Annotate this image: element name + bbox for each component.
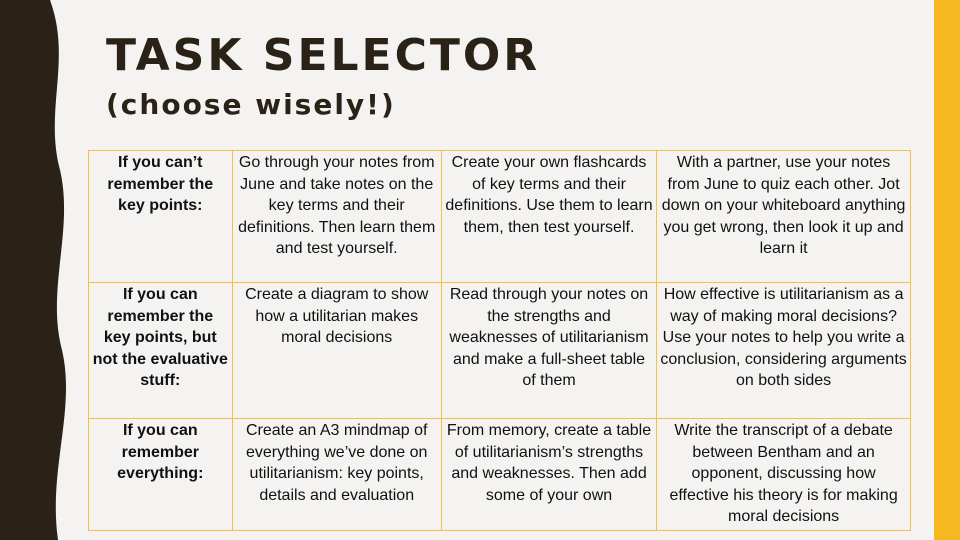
task-cell: Create an A3 mindmap of everything we’ve done on utilitarianism: key points, details and evaluation — [232, 419, 441, 531]
accent-bar — [934, 0, 960, 540]
task-cell: Write the transcript of a debate between Bentham and an opponent, discussing how effective his theory is for making moral decisions — [657, 419, 911, 531]
page-subtitle: (choose wisely!) — [106, 88, 396, 121]
table-row — [89, 151, 911, 283]
page-title: TASK SELECTOR — [106, 30, 541, 81]
task-cell: With a partner, use your notes from June to quiz each other. Jot down on your whiteboard anything you get wrong, then look it up and learn it — [657, 151, 911, 283]
task-cell: How effective is utilitarianism as a way of making moral decisions? Use your notes to help you write a conclusion, considering arguments on both sides — [657, 283, 911, 419]
task-cell: From memory, create a table of utilitarianism’s strengths and weaknesses. Then add some of your own — [441, 419, 656, 531]
task-table — [88, 150, 911, 531]
decorative-left-band — [0, 0, 70, 540]
task-cell: Create your own flashcards of key terms and their definitions. Use them to learn them, then test yourself. — [441, 151, 656, 283]
table-row — [89, 419, 911, 531]
table-row — [89, 283, 911, 419]
row-label: If you can’t remember the key points: — [89, 151, 233, 283]
task-cell: Read through your notes on the strengths and weaknesses of utilitarianism and make a full-sheet table of them — [441, 283, 656, 419]
task-cell: Go through your notes from June and take notes on the key terms and their definitions. Then learn them and test yourself. — [232, 151, 441, 283]
row-label: If you can remember everything: — [89, 419, 233, 531]
task-cell: Create a diagram to show how a utilitarian makes moral decisions — [232, 283, 441, 419]
row-label: If you can remember the key points, but not the evaluative stuff: — [89, 283, 233, 419]
